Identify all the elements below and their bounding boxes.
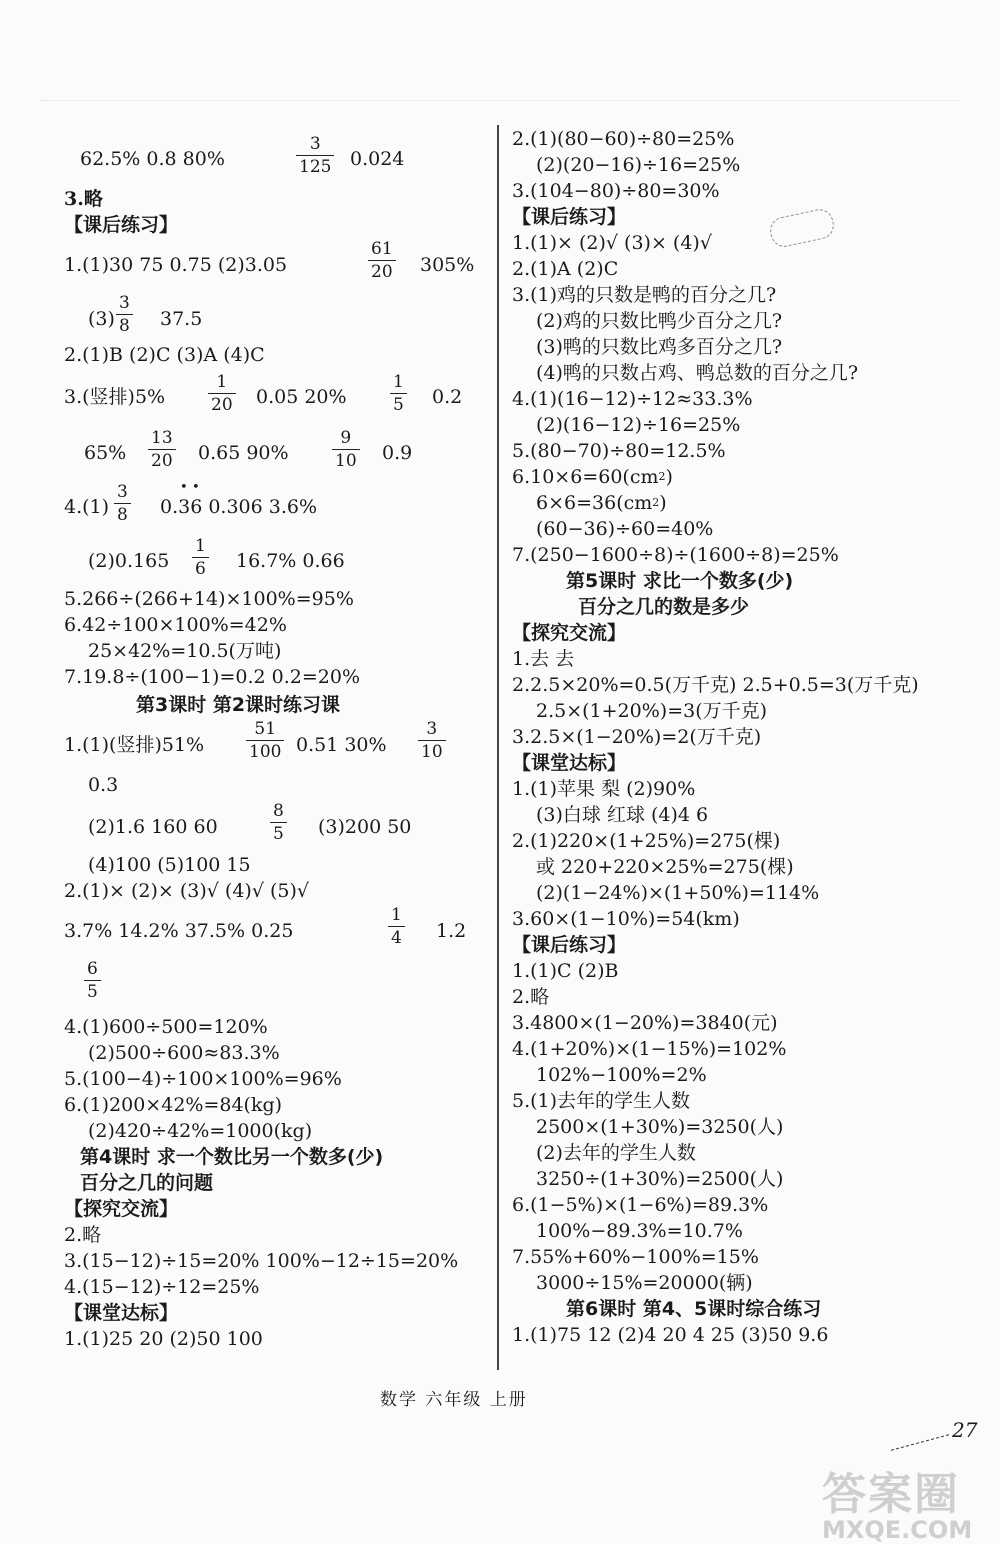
page-number: 27 bbox=[952, 1418, 978, 1442]
answer-line: 1.(1)(竖排)51% bbox=[64, 734, 205, 756]
fraction: $\frac{51}{100}$ bbox=[246, 718, 284, 763]
fraction: $\frac{3}{125}$ bbox=[296, 133, 334, 178]
answer-line: 3.60×(1−10%)=54(km) bbox=[512, 908, 740, 930]
answer-line: 25×42%=10.5(万吨) bbox=[88, 640, 282, 662]
answer-line: 2500×(1+30%)=3250(人) bbox=[536, 1116, 784, 1138]
answer-line: (60−36)÷60=40% bbox=[536, 518, 714, 540]
answer-line: 3250÷(1+30%)=2500(人) bbox=[536, 1168, 784, 1190]
answer-line: 4.(1)600÷500=120% bbox=[64, 1016, 268, 1038]
answer-line: 100%−89.3%=10.7% bbox=[536, 1220, 743, 1242]
answer-line: $6\times 6=36(cm^2)$ bbox=[536, 492, 667, 514]
answer-line: (2)0.165 bbox=[88, 550, 170, 572]
section-heading: 【探究交流】 bbox=[512, 622, 627, 644]
fraction: $\frac{3}{8}$ bbox=[114, 481, 131, 526]
answer-line: 1.(1)25 20 (2)50 100 bbox=[64, 1328, 263, 1350]
answer-line: 2.略 bbox=[512, 986, 550, 1008]
answer-line: (4)100 (5)100 15 bbox=[88, 854, 251, 876]
lesson-title: 第3课时 第2课时练习课 bbox=[136, 694, 341, 716]
top-rule bbox=[40, 100, 960, 101]
answer-line: 3.(104−80)÷80=30% bbox=[512, 180, 720, 202]
answer-line: 2.(1)A (2)C bbox=[512, 258, 619, 280]
answer-line: 6.(1)200×42%=84(kg) bbox=[64, 1094, 283, 1116]
answer-line: 0.9 bbox=[382, 442, 413, 464]
answer-line: 0.05 20% bbox=[256, 386, 347, 408]
answer-line: 5.(80−70)÷80=12.5% bbox=[512, 440, 726, 462]
answer-line: 5.(1)去年的学生人数 bbox=[512, 1090, 691, 1112]
answer-line: 0.3 bbox=[88, 774, 119, 796]
answer-line: 2.(1)220×(1+25%)=275(棵) bbox=[512, 830, 781, 852]
answer-line: (3)白球 红球 (4)4 6 bbox=[536, 804, 709, 826]
answer-line: 1.(1)75 12 (2)4 20 4 25 (3)50 9.6 bbox=[512, 1324, 829, 1346]
answer-line: 305% bbox=[420, 254, 475, 276]
answer-line: 4.(15−12)÷12=25% bbox=[64, 1276, 260, 1298]
stamp-mark bbox=[768, 207, 837, 250]
answer-line: 7.55%+60%−100%=15% bbox=[512, 1246, 759, 1268]
answer-line: 5.266÷(266+14)×100%=95% bbox=[64, 588, 354, 610]
answer-line: 1.(1)苹果 梨 (2)90% bbox=[512, 778, 696, 800]
answer-line: 3.7% 14.2% 37.5% 0.25 bbox=[64, 920, 294, 942]
fraction: $\frac{1}{4}$ bbox=[388, 904, 405, 949]
fraction: $\frac{1}{5}$ bbox=[390, 371, 407, 416]
answer-line: 37.5 bbox=[160, 308, 203, 330]
fraction: $\frac{8}{5}$ bbox=[270, 800, 287, 845]
answer-line: 3.(1)鸡的只数是鸭的百分之几? bbox=[512, 284, 777, 306]
answer-line: (2)1.6 160 60 bbox=[88, 816, 218, 838]
answer-line: 62.5% 0.8 80% bbox=[80, 148, 225, 170]
answer-line: (3) bbox=[88, 308, 115, 330]
answer-line: 1.(1)C (2)B bbox=[512, 960, 619, 982]
answer-line: 65% bbox=[84, 442, 127, 464]
section-heading: 【课后练习】 bbox=[512, 934, 627, 956]
answer-line: 4.(1)(16−12)÷12≈33.3% bbox=[512, 388, 753, 410]
section-heading: 【探究交流】 bbox=[64, 1198, 179, 1220]
answer-line: 2.5×(1+20%)=3(万千克) bbox=[536, 700, 768, 722]
fraction: $\frac{1}{20}$ bbox=[208, 371, 236, 416]
answer-line: 1.(1)30 75 0.75 (2)3.05 bbox=[64, 254, 288, 276]
watermark-logo: 答案圈 MXQE.COM bbox=[822, 1469, 973, 1544]
answer-line: 2.(1)(80−60)÷80=25% bbox=[512, 128, 735, 150]
answer-line: 3.(15−12)÷15=20% 100%−12÷15=20% bbox=[64, 1250, 459, 1272]
lesson-title: 百分之几的问题 bbox=[80, 1172, 214, 1194]
answer-line: 5.(100−4)÷100×100%=96% bbox=[64, 1068, 342, 1090]
answer-line: 4.(1+20%)×(1−15%)=102% bbox=[512, 1038, 787, 1060]
answer-line: 或 220+220×25%=275(棵) bbox=[536, 856, 794, 878]
section-heading: 【课堂达标】 bbox=[64, 1302, 179, 1324]
lesson-title: 百分之几的数是多少 bbox=[578, 596, 750, 618]
answer-line: 0.65 90% bbox=[198, 442, 289, 464]
answer-line: 1.去 去 bbox=[512, 648, 575, 670]
page-footer: 数学 六年级 上册 bbox=[380, 1390, 528, 1410]
repeating-dot: • bbox=[180, 480, 188, 495]
answer-line: 2.略 bbox=[64, 1224, 102, 1246]
answer-line: 3.4800×(1−20%)=3840(元) bbox=[512, 1012, 778, 1034]
answer-line: 0.2 bbox=[432, 386, 463, 408]
answer-line: (2)鸡的只数比鸭少百分之几? bbox=[536, 310, 783, 332]
answer-line: (4)鸭的只数占鸡、鸭总数的百分之几? bbox=[536, 362, 859, 384]
answer-line: (2)(1−24%)×(1+50%)=114% bbox=[536, 882, 820, 904]
answer-line: 1.2 bbox=[436, 920, 467, 942]
answer-line: 3000÷15%=20000(辆) bbox=[536, 1272, 753, 1294]
answer-line: 7.19.8÷(100−1)=0.2 0.2=20% bbox=[64, 666, 360, 688]
answer-line: 2.2.5×20%=0.5(万千克) 2.5+0.5=3(万千克) bbox=[512, 674, 919, 696]
answer-line: 16.7% 0.66 bbox=[236, 550, 345, 572]
answer-line: 4.(1) bbox=[64, 496, 110, 518]
answer-line: (2)(20−16)÷16=25% bbox=[536, 154, 741, 176]
fraction: $\frac{1}{6}$ bbox=[192, 535, 209, 580]
fraction: $\frac{6}{5}$ bbox=[84, 958, 101, 1003]
answer-line: (2)去年的学生人数 bbox=[536, 1142, 696, 1164]
fraction: $\frac{13}{20}$ bbox=[148, 427, 176, 472]
answer-line: 0.51 30% bbox=[296, 734, 387, 756]
fraction: $\frac{3}{10}$ bbox=[418, 718, 446, 763]
section-heading: 【课后练习】 bbox=[64, 214, 179, 236]
answer-line: (2)(16−12)÷16=25% bbox=[536, 414, 741, 436]
answer-line: 3.2.5×(1−20%)=2(万千克) bbox=[512, 726, 762, 748]
lesson-title: 第6课时 第4、5课时综合练习 bbox=[566, 1298, 822, 1320]
answer-line: (2)500÷600≈83.3% bbox=[88, 1042, 280, 1064]
repeating-dot: • bbox=[192, 480, 200, 495]
answer-line: 1.(1)× (2)√ (3)× (4)√ bbox=[512, 232, 712, 254]
answer-line: $6.10\times 6=60(cm^2)$ bbox=[512, 466, 673, 488]
lesson-title: 第5课时 求比一个数多(少) bbox=[566, 570, 794, 592]
answer-line: (3)200 50 bbox=[318, 816, 412, 838]
answer-line: (2)420÷42%=1000(kg) bbox=[88, 1120, 313, 1142]
fraction: $\frac{9}{10}$ bbox=[332, 427, 360, 472]
answer-line: 3.略 bbox=[64, 188, 103, 210]
fraction: $\frac{61}{20}$ bbox=[368, 238, 396, 283]
lesson-title: 第4课时 求一个数比另一个数多(少) bbox=[80, 1146, 384, 1168]
answer-line: 6.(1−5%)×(1−6%)=89.3% bbox=[512, 1194, 769, 1216]
section-heading: 【课堂达标】 bbox=[512, 752, 627, 774]
answer-line: (3)鸭的只数比鸡多百分之几? bbox=[536, 336, 783, 358]
fraction: $\frac{3}{8}$ bbox=[116, 292, 133, 337]
answer-line: 2.(1)B (2)C (3)A (4)C bbox=[64, 344, 265, 366]
answer-line: 7.(250−1600÷8)÷(1600÷8)=25% bbox=[512, 544, 839, 566]
page-number-decoration bbox=[891, 1434, 949, 1450]
answer-line: 2.(1)× (2)× (3)√ (4)√ (5)√ bbox=[64, 880, 310, 902]
column-divider bbox=[497, 125, 499, 1370]
answer-line: 3.(竖排)5% bbox=[64, 386, 166, 408]
answer-line: 6.42÷100×100%=42% bbox=[64, 614, 287, 636]
answer-line: 102%−100%=2% bbox=[536, 1064, 707, 1086]
answer-line: 0.36 0.306 3.6% bbox=[160, 496, 318, 518]
answer-line: 0.024 bbox=[350, 148, 405, 170]
section-heading: 【课后练习】 bbox=[512, 206, 627, 228]
